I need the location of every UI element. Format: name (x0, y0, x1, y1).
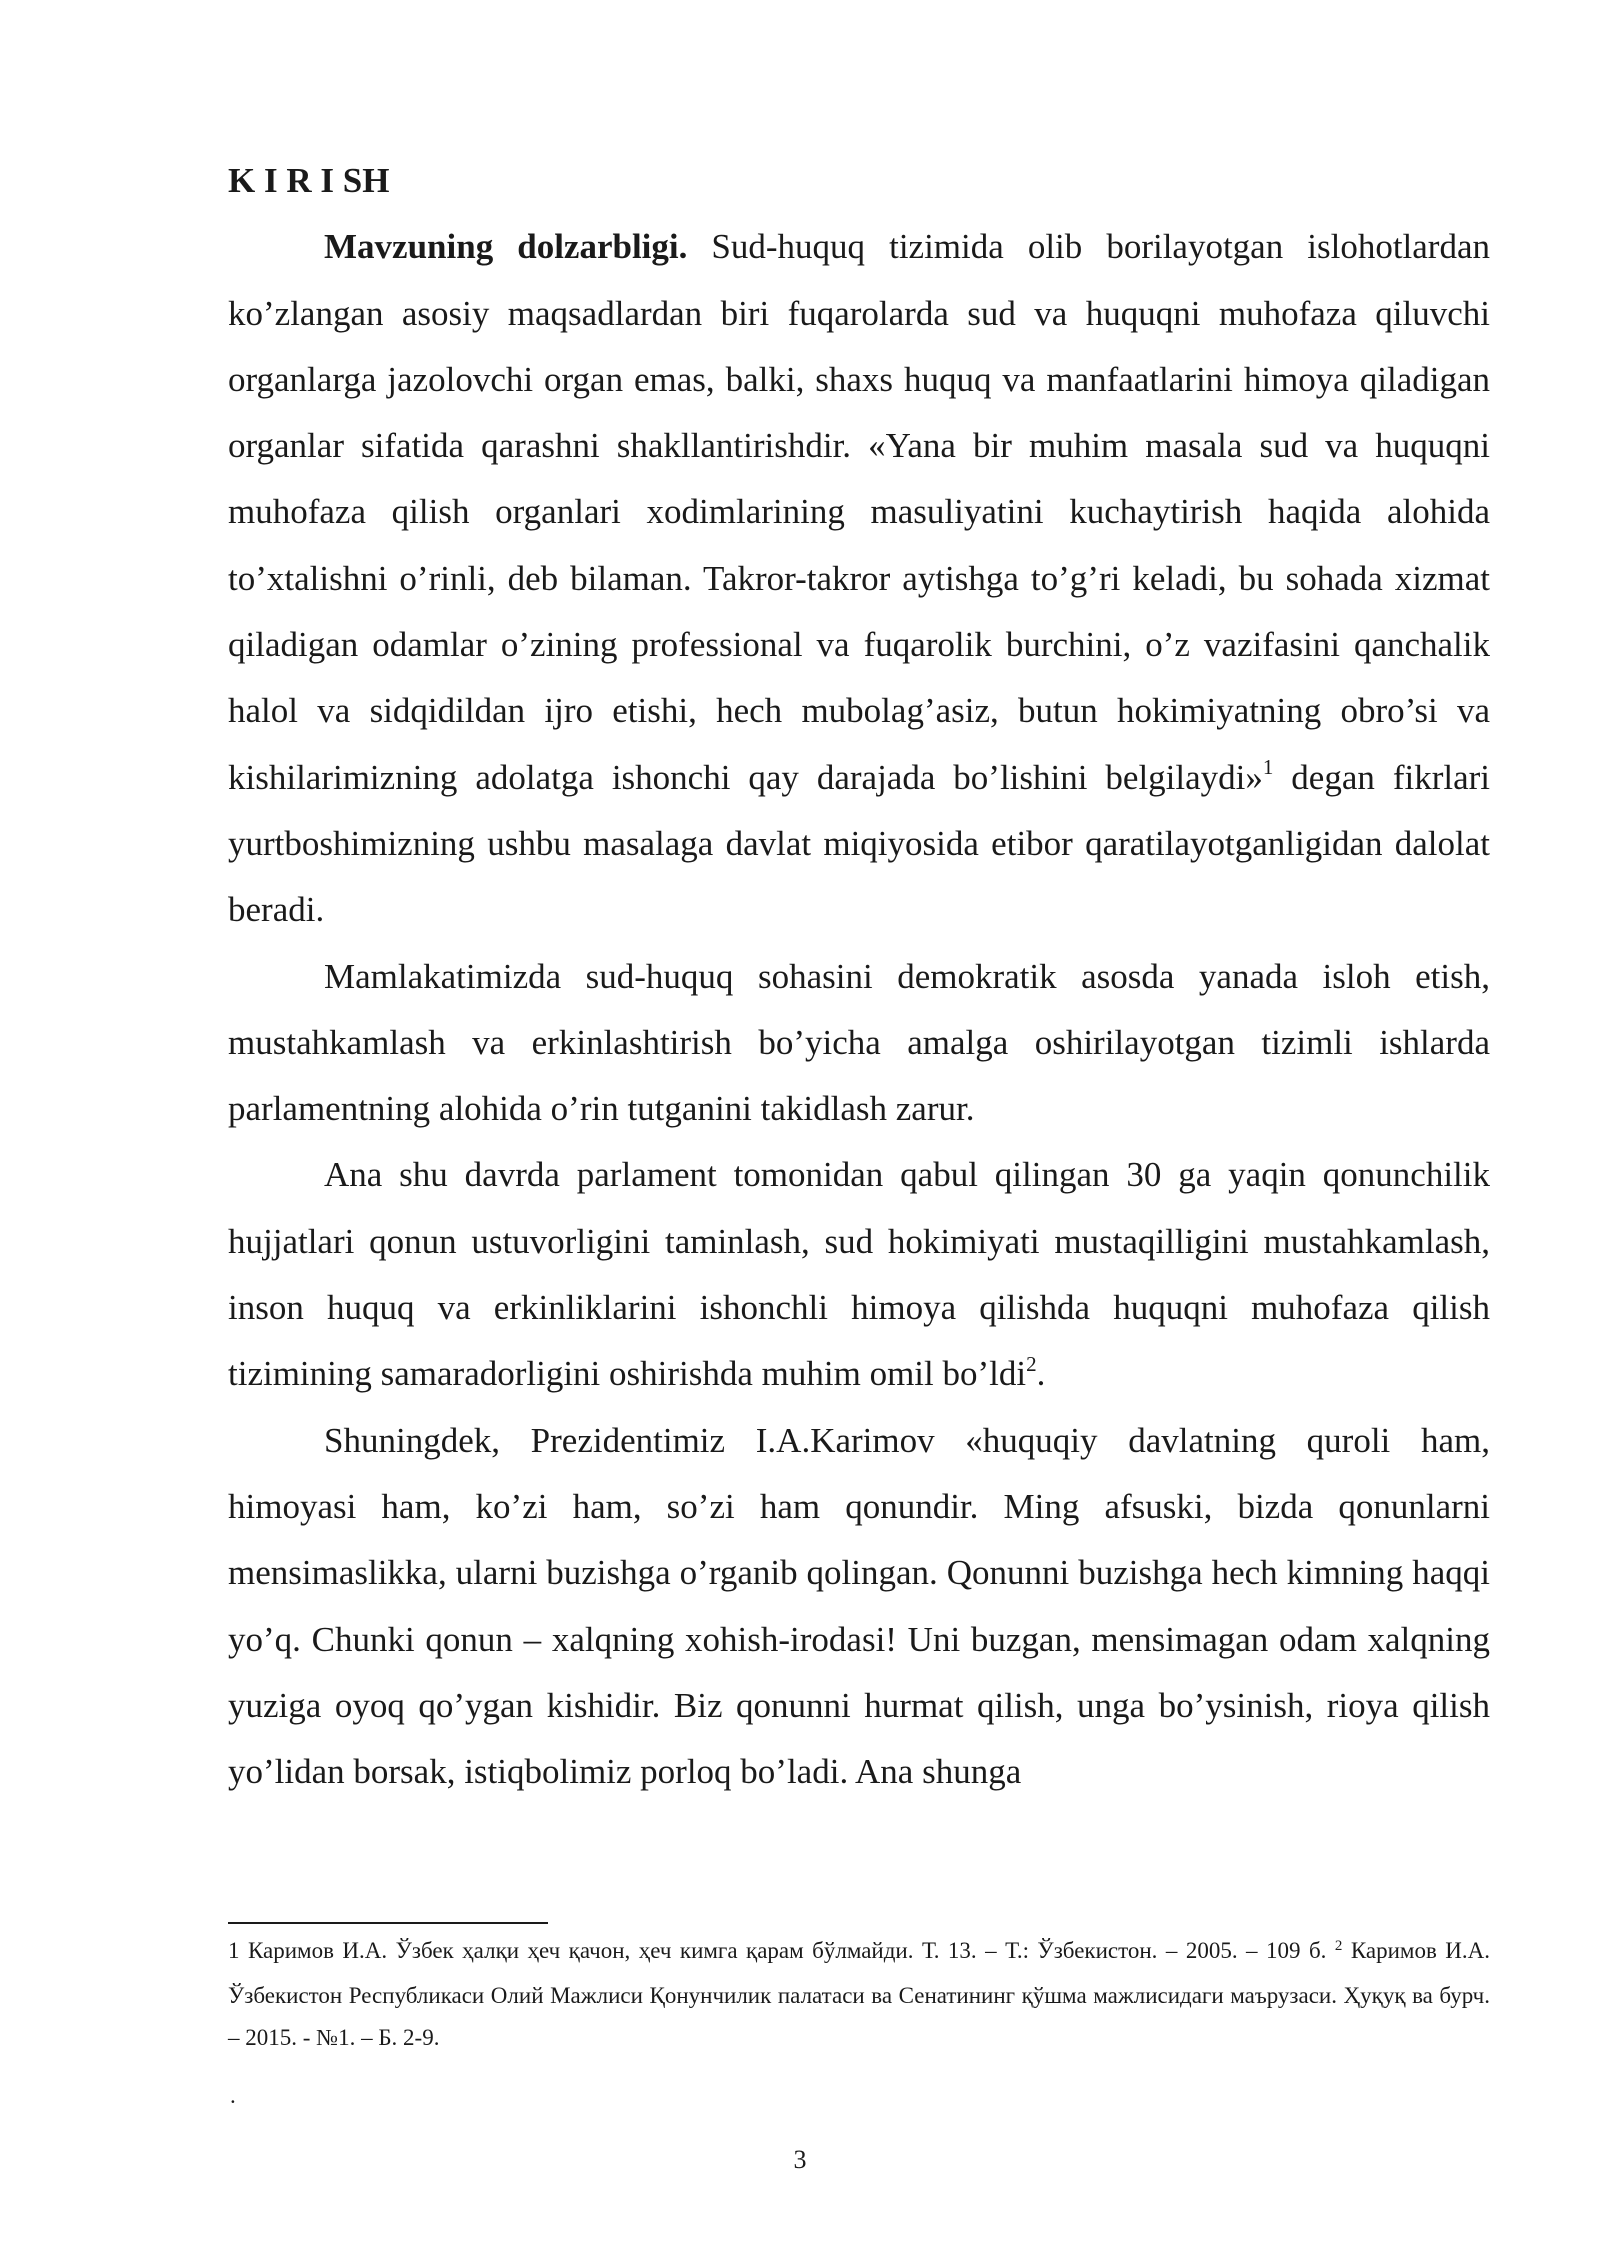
stray-dot: . (230, 2083, 236, 2108)
footnote-text (228, 1930, 1490, 2059)
paragraph-president-quote: Shuningdek, Prezidentimiz I.A.Karimov «huquqiy davlatning quroli ham, himoyasi ham, ko’zi ham, so’zi ham qonundir. Ming afsuski, bizda qonunlarni mensimaslikka, ularni buzishga o’rganib qolingan. Qonunni buzishga hech kimning haqqi yo’q. Chunki qonun – xalqning xohish-irodasi! Uni buzgan, mensimagan odam xalqning yuziga oyoq qo’ygan kishidir. Biz qonunni hurmat qilish, unga bo’ysinish, rioya qilish yo’lidan borsak, istiqbolimiz porloq bo’ladi. Ana shunga (228, 1420, 1490, 1792)
paragraph-text: degan fikrlari yurtboshimizning ushbu masalaga davlat miqiyosida etibor qaratilayotganligidan dalolat beradi. (228, 757, 1490, 930)
footnote-ref-1[interactable]: 1 (1262, 755, 1274, 780)
paragraph-relevance (228, 214, 1490, 943)
footnotes (228, 1930, 1490, 2059)
main-text (228, 148, 1490, 1805)
paragraph-text: Ana shu davrda parlament tomonidan qabul qilingan 30 ga yaqin qonunchilik hujjatlari qonun ustuvorligini taminlash, sud hokimiyati mustaqilligini mustahkamlash, inson huquq va erkinliklarini ishonchli himoya qilishda huquqni muhofaza qilish tizimining samaradorligini oshirishda muhim omil bo’ldi (228, 1155, 1490, 1394)
paragraph-end: . (1036, 1354, 1046, 1394)
footnote-separator (228, 1922, 548, 1924)
footnote-1: 1 Каримов И.А. Ўзбек ҳалқи ҳеч қачон, ҳеч кимга қарам бўлмайди. Т. 13. – Т.: Ўзбекистон. – 2005. – 109 б. (228, 1938, 1335, 1963)
paragraph-laws (228, 1142, 1490, 1407)
paragraph-parliament: Mamlakatimizda sud-huquq sohasini demokratik asosda yanada isloh etish, mustahkamlash va erkinlashtirish bo’yicha amalga oshirilayotgan tizimli ishlarda parlamentning alohida o’rin tutganini takidlash zarur. (228, 956, 1490, 1129)
footnote-2-marker: 2 (1334, 1938, 1343, 1954)
page-number: 3 (793, 2145, 807, 2174)
section-heading: K I R I SH (228, 161, 390, 200)
footnote-2: Каримов И.А. Ўзбекистон Республикаси Олий Мажлиси Қонунчилик палатаси ва Сенатининг қўшма мажлисидаги маърузаси. Ҳуқуқ ва бурч. – 2015. - №1. – Б. 2-9. (228, 1938, 1490, 2050)
paragraph-lead: Mavzuning dolzarbligi. (324, 227, 688, 267)
paragraph-text: Sud-huquq tizimida olib borilayotgan islohotlardan ko’zlangan asosiy maqsadlardan biri fuqarolarda sud va huquqni muhofaza qiluvchi organlarga jazolovchi organ emas, balki, shaxs huquq va manfaatlarini himoya qiladigan organlar sifatida qarashni shakllantirishdir. «Yana bir muhim masala sud va huquqni muhofaza qilish organlari xodimlarining masuliyatini kuchaytirish haqida alohida to’xtalishni o’rinli, deb bilaman. Takror-takror aytishga to’g’ri keladi, bu sohada xizmat qiladigan odamlar o’zining professional va fuqarolik burchini, o’z vazifasini qanchalik halol va sidqidildan ijro etishi, hech mubolag’asiz, butun hokimiyatning obro’si va kishilarimizning adolatga ishonchi qay darajada bo’lishini belgilaydi» (228, 227, 1490, 797)
footnote-ref-2[interactable]: 2 (1026, 1351, 1037, 1376)
